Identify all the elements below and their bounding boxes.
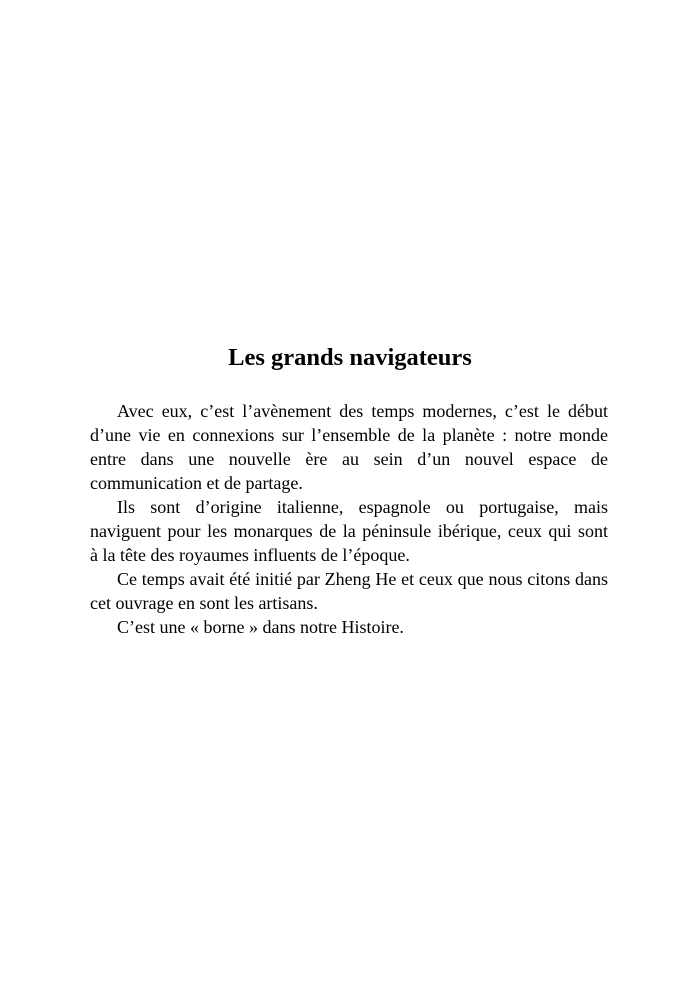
paragraph-4-line-1: C’est une « borne » dans notre Histoire. [117,617,404,637]
paragraph-2-line-2: naviguent pour les monarques de la péninsule ibérique, ceux qui sont [90,521,608,541]
paragraph-1-line-1: Avec eux, c’est l’avènement des temps modernes, c’est le début [117,401,608,421]
paragraph-2-line-3: à la tête des royaumes influents de l’époque. [90,545,410,565]
paragraph-1-line-3: entre dans une nouvelle ère au sein d’un nouvel espace de [90,449,608,469]
page-title: Les grands navigateurs [228,344,472,371]
paragraph-2-line-1: Ils sont d’origine italienne, espagnole ou portugaise, mais [117,497,608,517]
body-text [90,399,608,639]
paragraph-1-line-4: communication et de partage. [90,473,303,493]
paragraph-1-line-2: d’une vie en connexions sur l’ensemble de la planète : notre monde [90,425,608,445]
paragraph-3-line-1: Ce temps avait été initié par Zheng He et ceux que nous citons dans [117,569,608,589]
paragraph-3-line-2: cet ouvrage en sont les artisans. [90,593,318,613]
